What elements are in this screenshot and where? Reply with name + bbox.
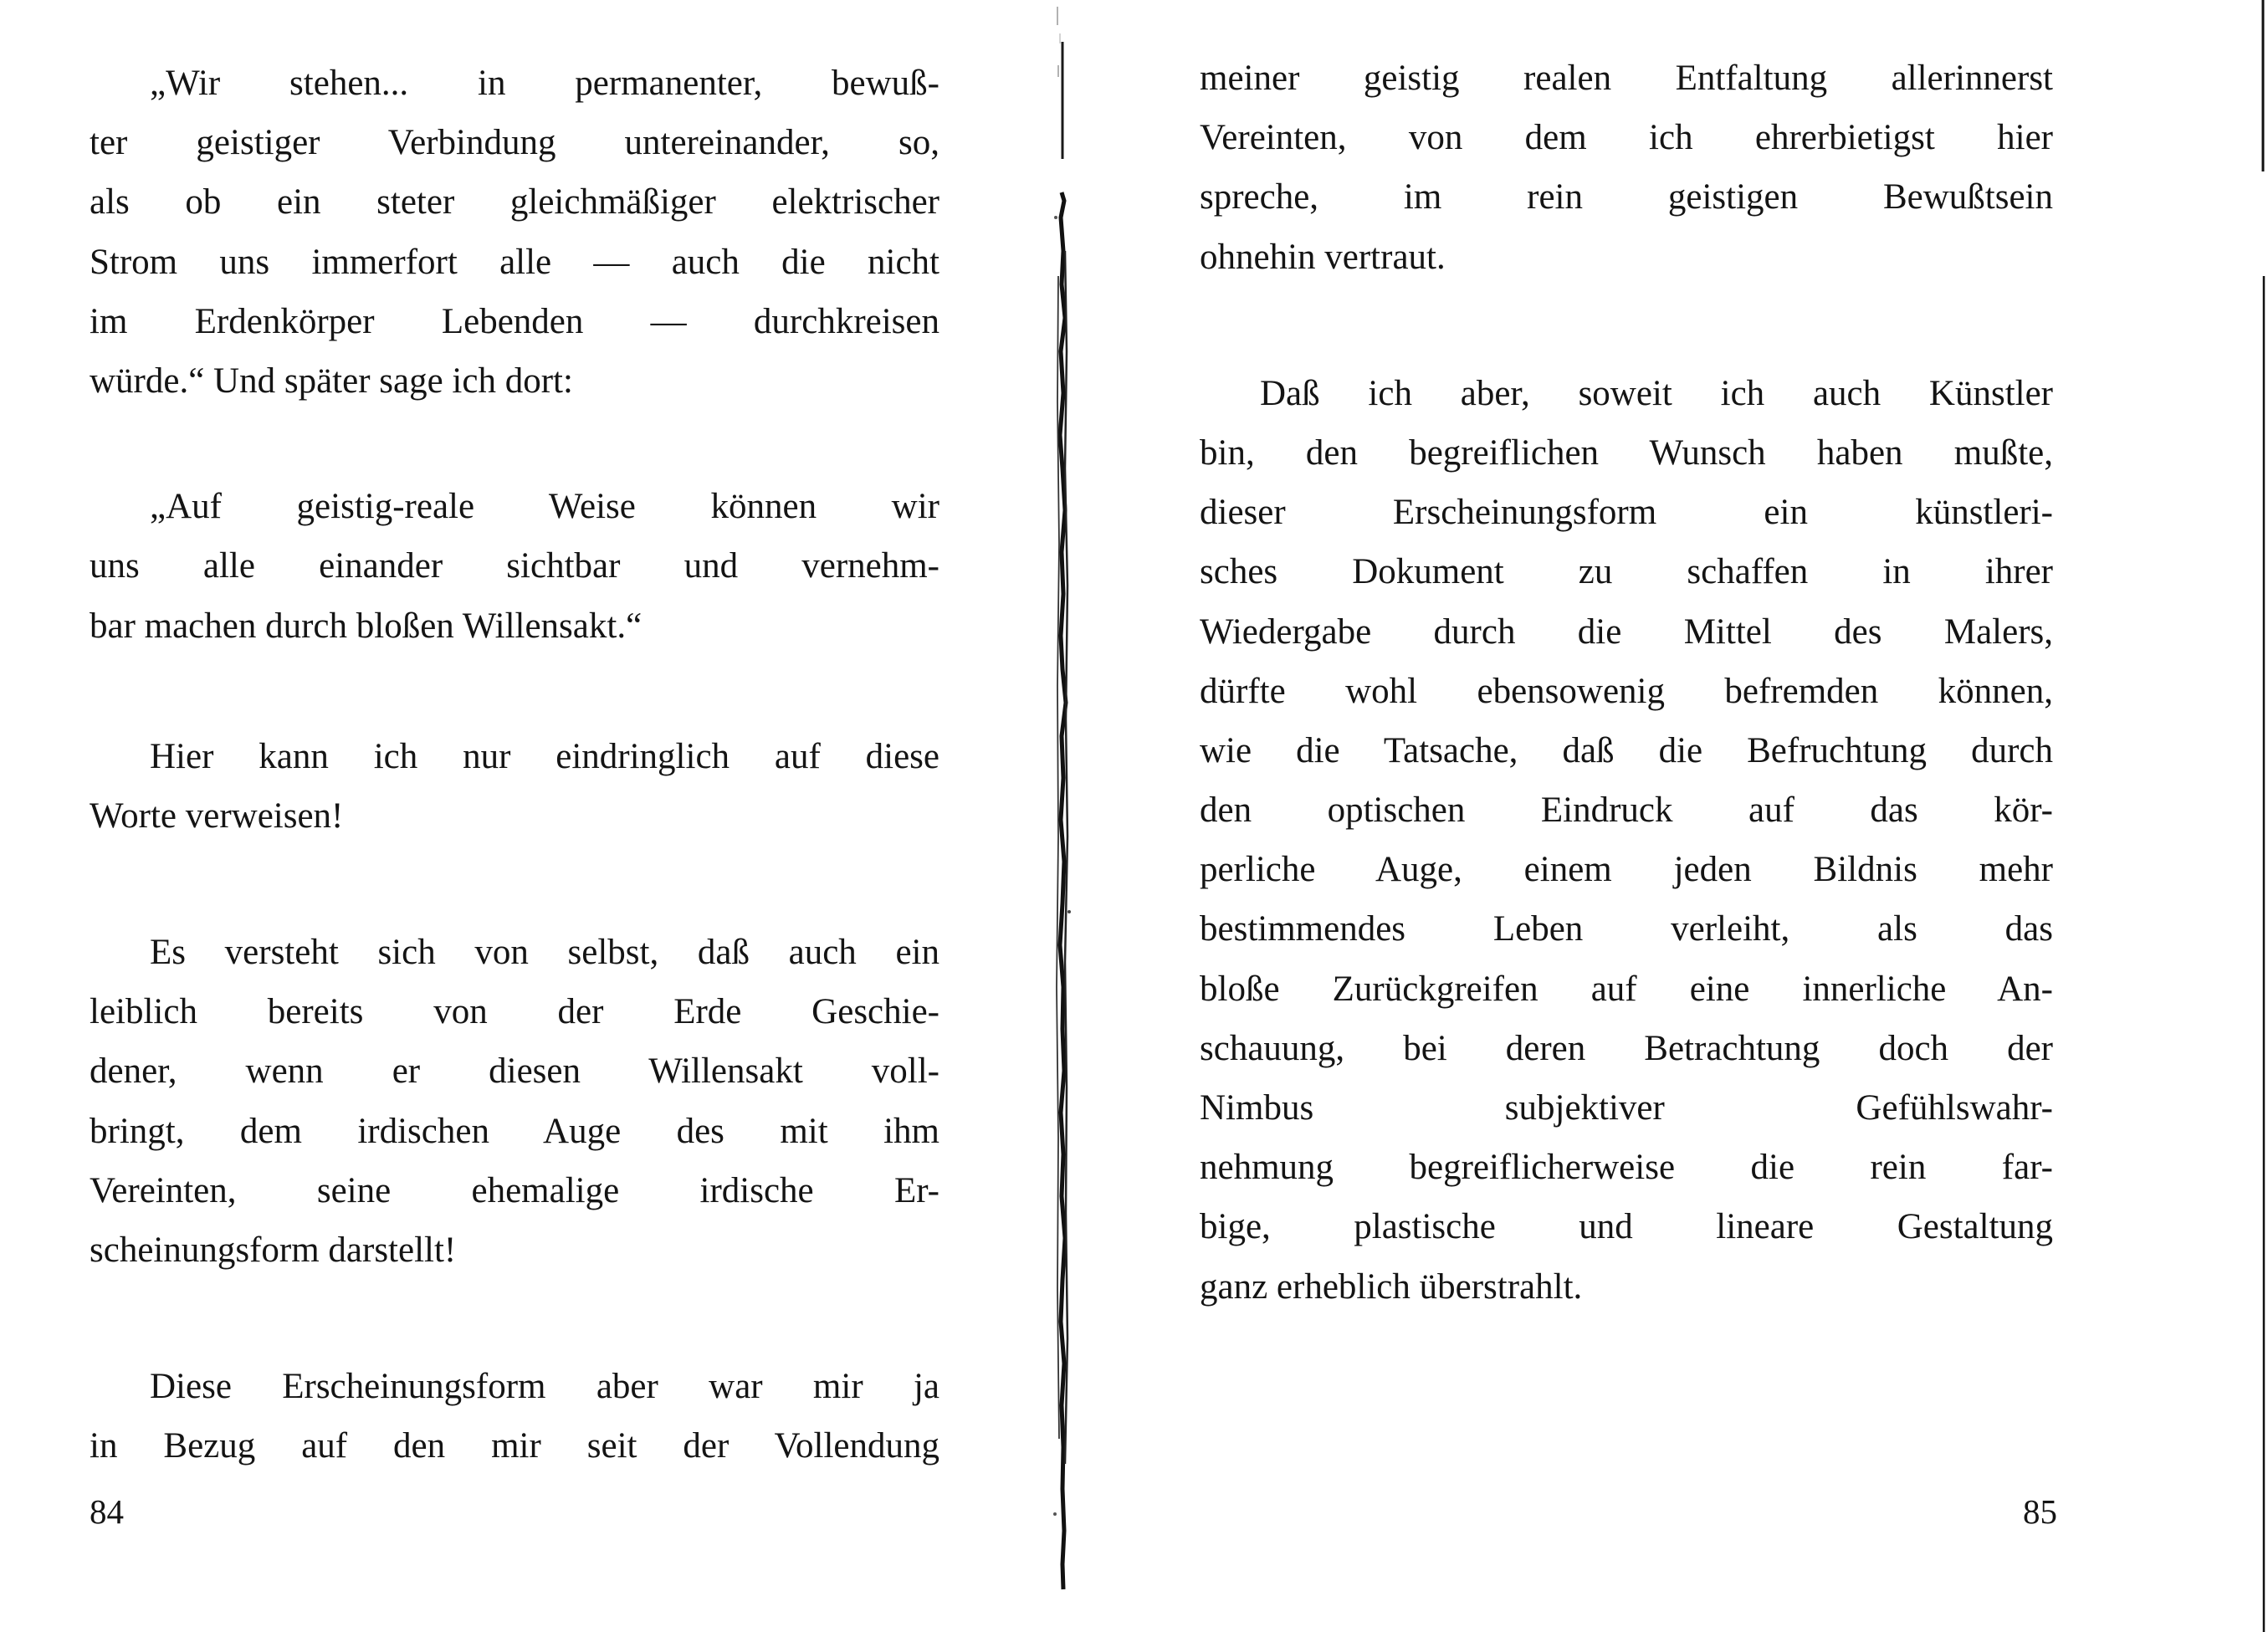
text-line: sches Dokument zu schaffen in ihrer — [1200, 552, 2053, 592]
paragraph-gap — [1200, 287, 2053, 364]
text-line: Wiedergabe durch die Mittel des Malers, — [1200, 611, 2053, 652]
paragraph — [90, 923, 939, 1280]
left-page-text — [90, 54, 939, 1476]
text-line: „Auf geistig-reale Weise können wir — [150, 487, 939, 527]
text-line: wie die Tatsache, daß die Befruchtung durch — [1200, 730, 2053, 770]
text-line: in Bezug auf den mir seit der Vollendung — [90, 1426, 939, 1466]
text-line: bar machen durch bloßen Willensakt.“ — [90, 606, 643, 646]
paragraph — [90, 54, 939, 411]
page-number: 85 — [2023, 1492, 2057, 1531]
paragraph — [1200, 364, 2053, 1317]
text-line: Strom uns immerfort alle — auch die nicht — [90, 242, 939, 282]
text-line: uns alle einander sichtbar und vernehm- — [90, 546, 939, 586]
text-line: spreche, im rein geistigen Bewußtsein — [1200, 177, 2053, 217]
right-page — [1079, 0, 2268, 1632]
paragraph — [90, 477, 939, 656]
text-line: Nimbus subjektiver Gefühlswahr- — [1200, 1088, 2053, 1128]
page-edge — [2258, 0, 2266, 1632]
text-line: den optischen Eindruck auf das kör- — [1200, 790, 2053, 831]
page-number: 84 — [90, 1492, 124, 1531]
text-line: Worte verweisen! — [90, 796, 344, 836]
text-line: dener, wenn er diesen Willensakt voll- — [90, 1051, 939, 1092]
text-line: nehmung begreiflicherweise die rein far- — [1200, 1148, 2053, 1188]
paragraph — [90, 727, 939, 846]
paragraph-gap — [90, 846, 939, 923]
text-line: dürfte wohl ebensowenig befremden können, — [1200, 671, 2053, 711]
text-line: ohnehin vertraut. — [1200, 237, 1446, 277]
text-line: perliche Auge, einem jeden Bildnis mehr — [1200, 850, 2053, 890]
text-line: Diese Erscheinungsform aber war mir ja — [150, 1367, 939, 1407]
text-line: scheinungsform darstellt! — [90, 1230, 457, 1270]
text-line: Vereinten, von dem ich ehrerbietigst hier — [1200, 118, 2053, 158]
text-line: Hier kann ich nur eindringlich auf diese — [150, 736, 939, 776]
text-line: bestimmendes Leben verleiht, als das — [1200, 909, 2053, 949]
text-line: „Wir stehen... in permanenter, bewuß- — [150, 64, 939, 103]
text-line: im Erdenkörper Lebenden — durchkreisen — [90, 301, 939, 341]
text-line: ganz erheblich überstrahlt. — [1200, 1266, 1583, 1307]
paragraph-gap — [90, 1280, 939, 1357]
text-line: bige, plastische und lineare Gestaltung — [1200, 1207, 2053, 1247]
text-line: Vereinten, seine ehemalige irdische Er- — [90, 1170, 939, 1210]
paragraph-gap — [90, 411, 939, 477]
text-line: meiner geistig realen Entfaltung allerinnerst — [1200, 59, 2053, 98]
text-line: als ob ein steter gleichmäßiger elektrischer — [90, 182, 939, 223]
text-line: schauung, bei deren Betrachtung doch der — [1200, 1028, 2053, 1068]
left-page — [0, 0, 1046, 1632]
text-line: bin, den begreiflichen Wunsch haben mußte, — [1200, 432, 2053, 473]
text-line: würde.“ Und später sage ich dort: — [90, 361, 573, 401]
text-line: leiblich bereits von der Erde Geschie- — [90, 992, 939, 1032]
text-line: Daß ich aber, soweit ich auch Künstler — [1260, 373, 2053, 413]
text-line: ter geistiger Verbindung untereinander, so, — [90, 123, 939, 163]
paragraph — [1200, 49, 2053, 287]
right-page-text — [1200, 49, 2053, 1317]
text-line: Es versteht sich von selbst, daß auch ein — [150, 933, 939, 973]
text-line: bloße Zurückgreifen auf eine innerliche An- — [1200, 969, 2053, 1009]
text-line: bringt, dem irdischen Auge des mit ihm — [90, 1111, 939, 1151]
paragraph-gap — [90, 656, 939, 727]
text-line: dieser Erscheinungsform ein künstleri- — [1200, 493, 2053, 533]
paragraph — [90, 1357, 939, 1476]
